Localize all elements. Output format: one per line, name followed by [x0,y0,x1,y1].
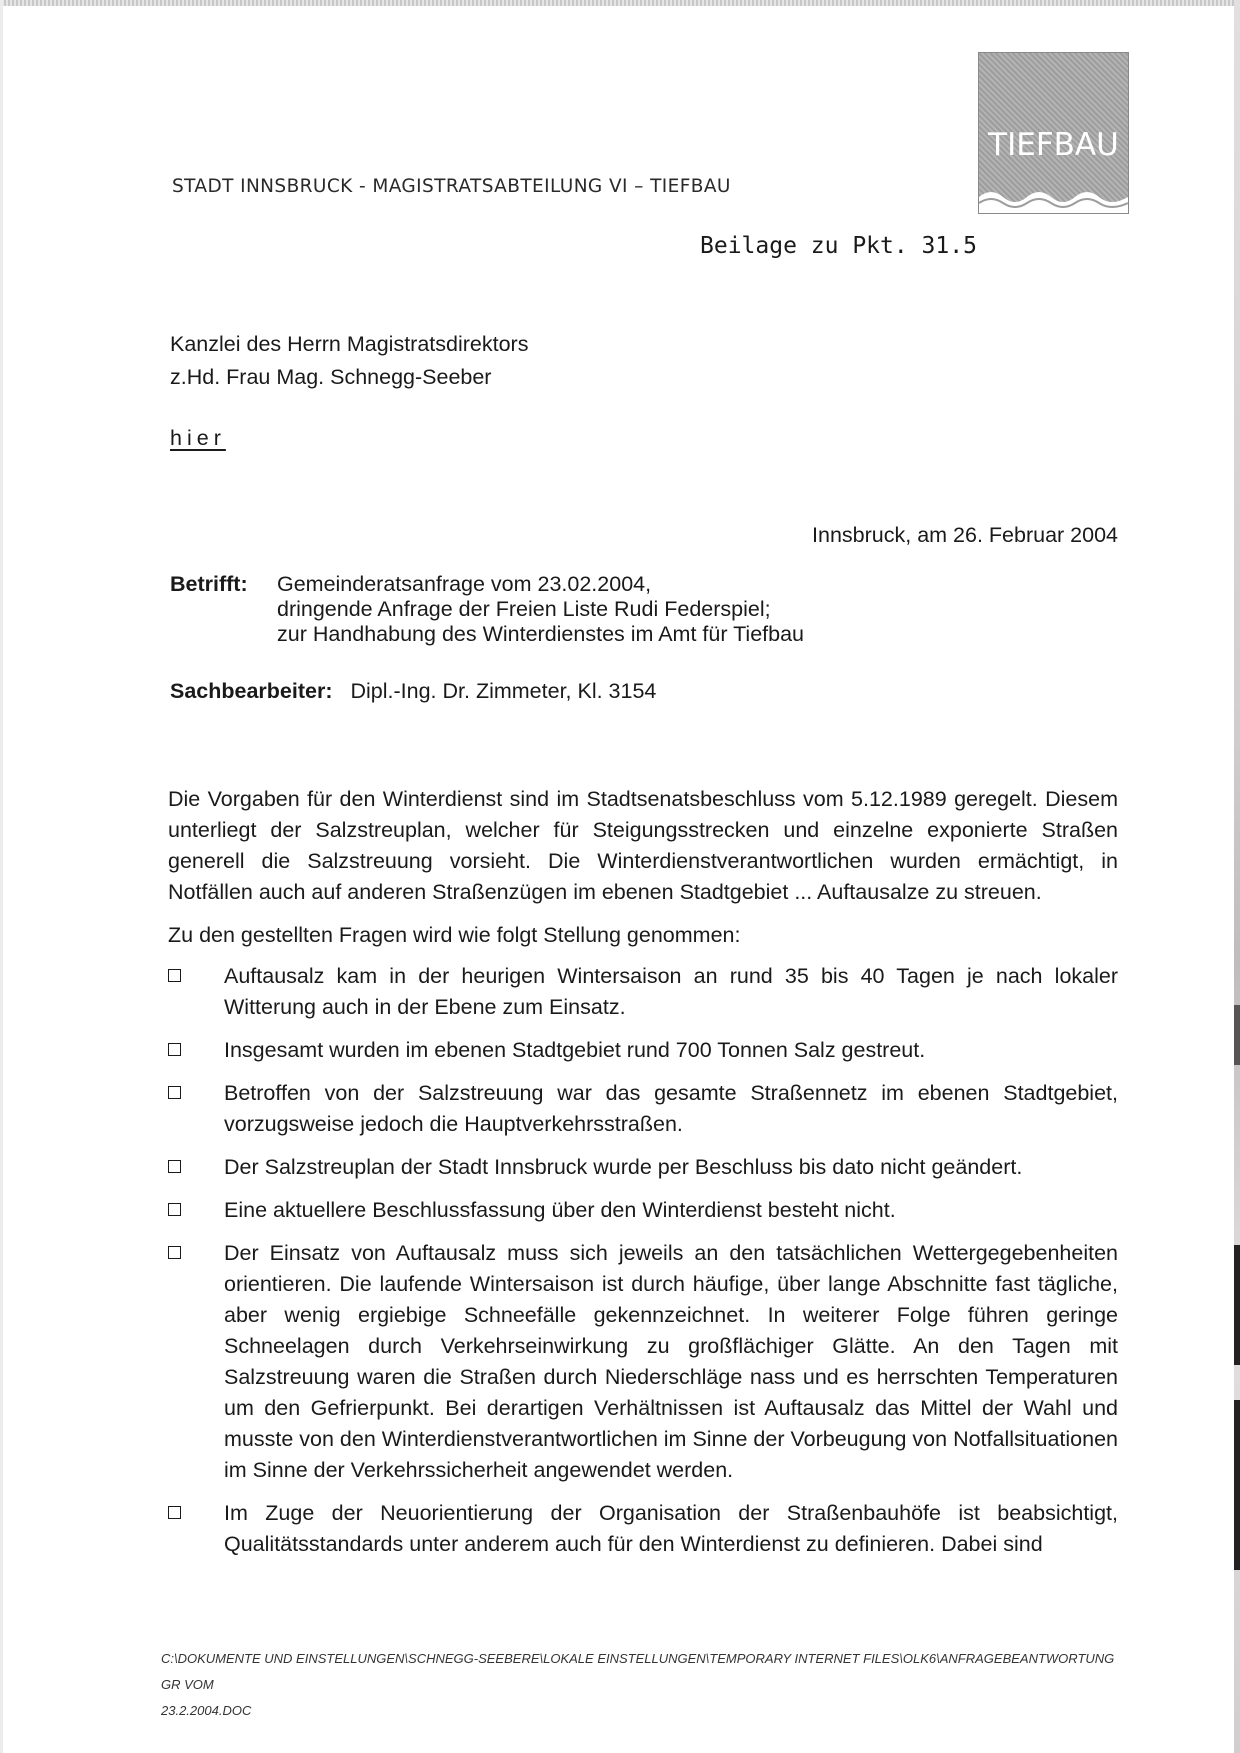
subject-block [170,572,804,647]
scan-margin-mark [1234,1400,1240,1570]
answer-list [168,961,1118,1560]
letter-body [168,784,1118,1572]
subject-label: Betrifft: [170,572,248,596]
clerk-label: Sachbearbeiter: [170,679,333,703]
list-item-text: Der Einsatz von Auftausalz muss sich jeweils an den tatsächlichen Wettergegebenheiten orientieren. Die laufende Wintersaison ist durch häufige, über lange Abschnitte fast tägliche, aber wenig ergiebige Schneefälle gekennzeichnet. In weiterer Folge führen geringe Schneelagen durch Verkehrseinwirkung zu großflächiger Glätte. An den Tagen mit Salzstreuung waren die Straßen durch Niederschläge nass und es herrschten Temperaturen um den Gefrierpunkt. Bei derartigen Verhältnissen ist Auftausalz das Mittel der Wahl und musste von den Winterdienstverantwortlichen im Sinne der Vorbeugung von Notfallsituationen im Sinne der Verkehrssicherheit angewendet werden. [224,1241,1118,1482]
recipient-address [170,328,528,394]
list-item-text: Im Zuge der Neuorientierung der Organisation der Straßenbauhöfe ist beabsichtigt, Qualitätsstandards unter anderem auch für den Winterdienst zu definieren. Dabei sind [224,1501,1118,1556]
checkbox-bullet-icon [168,1043,181,1056]
date-line: Innsbruck, am 26. Februar 2004 [812,523,1118,547]
body-paragraph-2: Zu den gestellten Fragen wird wie folgt Stellung genommen: [168,923,741,947]
list-item [168,1195,1118,1226]
footer-path-line-2: 23.2.2004.DOC [161,1703,252,1718]
checkbox-bullet-icon [168,1506,181,1519]
list-item [168,1035,1118,1066]
local-delivery-note: hier [170,426,226,450]
scan-margin-mark [1234,1245,1240,1365]
checkbox-bullet-icon [168,1246,181,1259]
scan-edge-top [0,0,1240,6]
checkbox-bullet-icon [168,1160,181,1173]
address-line-2: z.Hd. Frau Mag. Schnegg-Seeber [170,365,492,389]
department-header: STADT INNSBRUCK - MAGISTRATSABTEILUNG VI – TIEFBAU [172,176,731,197]
list-item-text: Eine aktuellere Beschlussfassung über den Winterdienst besteht nicht. [224,1198,896,1222]
scan-edge-left [0,0,3,1753]
subject-line-3: zur Handhabung des Winterdienstes im Amt für Tiefbau [276,622,805,646]
list-item [168,1152,1118,1183]
body-paragraph-1: Die Vorgaben für den Winterdienst sind im Stadtsenatsbeschluss vom 5.12.1989 geregelt. Diesem unterliegt der Salzstreuplan, welcher für Steigungsstrecken und einzelne exponierte Straßen generell die Salzstreuung vorsieht. Die Winterdienstverantwortlichen wurden ermächtigt, in Notfällen auch auf anderen Straßenzügen im ebenen Stadtgebiet ... Auftausalze zu streuen. [168,787,1118,904]
checkbox-bullet-icon [168,1203,181,1216]
subject-lines [277,572,804,647]
file-path-footer [161,1646,1121,1724]
list-item-text: Auftausalz kam in der heurigen Wintersaison an rund 35 bis 40 Tagen je nach lokaler Witterung auch in der Ebene zum Einsatz. [224,964,1118,1019]
list-item-text: Betroffen von der Salzstreuung war das gesamte Straßennetz im ebenen Stadtgebiet, vorzugsweise jedoch die Hauptverkehrsstraßen. [224,1081,1118,1136]
logo-waves-icon [979,185,1128,213]
checkbox-bullet-icon [168,969,181,982]
clerk-line [170,679,656,704]
list-item-text: Insgesamt wurden im ebenen Stadtgebiet rund 700 Tonnen Salz gestreut. [224,1038,926,1062]
subject-line-2: dringende Anfrage der Freien Liste Rudi Federspiel; [276,597,771,621]
list-item-text: Der Salzstreuplan der Stadt Innsbruck wurde per Beschluss bis dato nicht geändert. [224,1155,1023,1179]
clerk-value: Dipl.-Ing. Dr. Zimmeter, Kl. 3154 [350,679,657,703]
subject-line-1: Gemeinderatsanfrage vom 23.02.2004, [276,572,652,596]
scan-margin-mark [1234,1005,1240,1065]
list-item [168,1238,1118,1486]
tiefbau-logo [978,52,1129,214]
list-item [168,1078,1118,1140]
list-item [168,1498,1118,1560]
footer-path-line-1: C:\DOKUMENTE UND EINSTELLUNGEN\SCHNEGG-SEEBERE\LOKALE EINSTELLUNGEN\TEMPORARY INTERNET FILES\OLK6\ANFRAGEBEANTWORTUNG GR VOM [161,1651,1115,1692]
list-item [168,961,1118,1023]
address-line-1: Kanzlei des Herrn Magistratsdirektors [170,332,529,356]
attachment-reference: Beilage zu Pkt. 31.5 [700,233,977,259]
checkbox-bullet-icon [168,1086,181,1099]
logo-text: TIEFBAU [988,127,1119,163]
